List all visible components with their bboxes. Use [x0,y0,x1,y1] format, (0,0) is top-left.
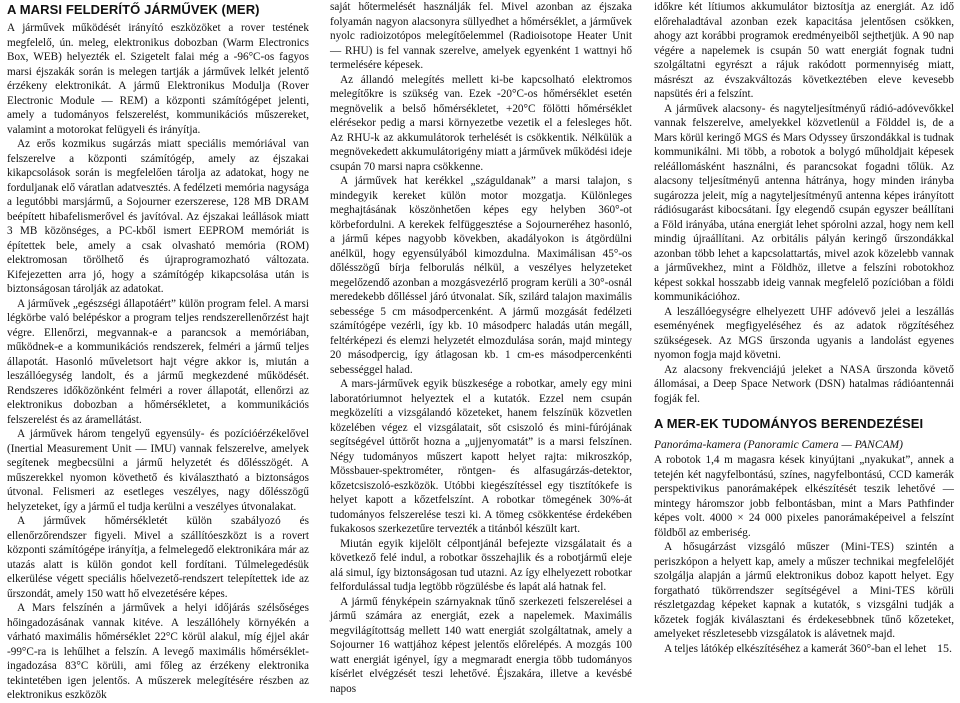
paragraph: A járművek alacsony- és nagyteljesítményű rádió-adóvevőkkel vannak felszerelve, amelyekkel közvetlenül a Földdel is, de a Mars körül keringő MGS és Mars Odyssey űrszondákkal is tudnak kommunikálni. Mi több, a robotok a bolygó műholdjait képesek reléállomásként használni, és parancsokat fogadni tőlük. Az alacsony teljesítményű antenna hátránya, hogy minden irányba sugározza jeleit, míg a nagyteljesítményű antenna képes irányított rádiósugarást kibocsátani. Így elegendő csupán egyszer beállítani a Föld irányába, utána energiát lehet spórolni azzal, hogy nem kell mindig újraállítani. Az orbitális pályán keringő űrszondákkal azonban több lehet a kapcsolattartás, mivel azok közelebb vannak a járművekhez, mint a Földhöz, illetve a felszíni robotokhoz képest sokkal hosszabb ideig vannak megfelelő pozícióban a földi kommunikációhoz. [654,102,954,303]
column-3-text [654,0,954,406]
paragraph: saját hőtermelését használják fel. Mivel azonban az éjszaka folyamán nagyon alacsonyra süllyedhet a hőmérséklet, a járművek nyolc radioizotópos melegítőelemmel (Radioisotope Heater Unit — RHU) is fel vannak szerelve, amelyek egyenként 1 wattnyi hő termelésére képesek. [330,1,632,71]
paragraph: A leszállóegységre elhelyezett UHF adóvevő jelei a leszállás eseményének megfigyeléséhez és az adatok rögzítéséhez szükségesek. Az MGS űrszonda ugyanis a landolást egyenes nyomon fogja majd követni. [654,305,954,361]
paragraph: időkre két lítiumos akkumulátor biztosítja az energiát. Az idő előrehaladtával azonban ezek kapacitása jelentősen csökken, ahogy azt korábbi programok eredményeiből sejthetjük. A 90 nap végére a napelemek is csupán 50 watt energiát fognak tudni szolgáltatni egyrészt a rájuk rakódott pormennyiség miatt, másrészt az évszakváltozás következtében eleve kevesebb napsütés éri a felszínt. [654,1,954,100]
paragraph: A járművek három tengelyű egyensúly- és pozícióérzékelővel (Inertial Measurement Unit — IMU) vannak felszerelve, amelyek segítenek megbecsülni a jármű helyzetét és dőlésszögét. A műszerekkel nyomon követhető és kiválasztható a biztonságos útvonal. Felismeri az esetleges veszélyes, nagy dőlésszögű helyzeteket, így a jármű el tudja kerülni a veszélyes útvonalakat. [7,428,309,513]
paragraph: A járművek „egészségi állapotáért” külön program felel. A marsi légkörbe való belépéskor a program teljes rendszerellenőrzést hajt végre. Ellenőrzi, megvannak-e a parancsok a memóriában, működnek-e a kommunikációs rendszerek, felméri a jármű teljes állapotát. Hasonló műveletsort hajt végre akkor is, miután a leszállóegység landolt, és a jármű megkezdené működését. Rendszeres időközönként felméri a rover állapotát, ellenőrzi az elektronikus dobozban a hőmérsékletet, a kommunikációs felszerelést és az áramellátást. [7,297,309,426]
column-3 [654,0,954,662]
paragraph: A Mars felszínén a járművek a helyi időjárás szélsőséges hőingadozásának vannak kitéve. A leszállóhely környékén a várható maximális hőmérséklet 22°C körül alakul, míg éjjel akár -99°C-ra is lehűlhet a felszín. A levegő maximális hőmérséklet-ingadozása 83°C körüli, ami főleg az érzékeny elektronika tekintetében igen jelentős. A műszerek melegítésére részben az elektronikus eszközök [7,602,309,701]
paragraph: Az állandó melegítés mellett ki-be kapcsolható elektromos melegítőkre is szükség van. Ezek -20°C-os hőmérséklet esetén megnövelik a belső hőmérsékletet, +20°C fölötti hőmérséklet elérésekor pedig a marsi környezetbe vezetik el a felesleges hőt. Az RHU-k az akkumulátorok terhelését is csökkentik. Nélkülük a megnövekedett akkumulátorigény miatt a járművek működési ideje csupán 70 marsi napra csökkenne. [330,73,632,173]
article-title: A MARSI FELDERÍTŐ JÁRMŰVEK (MER) [7,2,260,17]
section-title: A MER-EK TUDOMÁNYOS BERENDEZÉSEI [654,416,924,431]
paragraph: Miután egyik kijelölt célpontjánál befejezte vizsgálatait és a következő felé indul, a robotkar összehajlik és a robotjármű eleje alá simul, így biztonságosan tud utazni. Az így elhelyezett robotkar felfordulással tudja legtöbb rögzülésbe és lapát alá hatnak fel. [330,537,632,593]
paragraph: A teljes látókép elkészítéséhez a kamerát 360°-ban el lehet [664,642,927,655]
column-2 [330,0,632,695]
column-2-text [330,0,632,696]
page-number: 15. [937,641,952,655]
paragraph: A járművek hat kerékkel „száguldanak” a marsi talajon, s mindegyik kereket külön motor mozgatja. Különleges meghajtásának köszönhetően képes egy helyben 360°-ot körbefordulni. A kerekek felfüggesztése a Sojourneréhez hasonló, a jármű képes nagyobb kövekben, akadályokon is átgördülni anélkül, hogy egyensúlyából kimozdulna. Maximálisan 45°-os dőlésszögű bírja felborulás nélkül, a veszélyes helyzeteket megelőzendő azonban a mozgásvezérlő program kerüli a 30°-osnál meredekebb dőlléssel járó útvonalat. Sík, szilárd talajon maximális sebessége 5 cm másodpercenként. A jármű mozgását fedélzeti számítógépe vezérli, így kb. 10 másodperc haladás után megáll, feltérképezi és elemzi helyzetét elmozdulása során, majd mintegy 20 másodpercig, így átlagosan kb. 1 cm-es másodpercenkénti sebességgel halad. [330,175,632,376]
paragraph: Az erős kozmikus sugárzás miatt speciális memóriával van felszerelve a központi számítógép, amely az éjszakai kikapcsolások során is megfelelően tárolja az adatokat, hogy ne forduljanak elő váratlan adatvesztés. A fedélzeti memória nagysága a legutóbbi marsjármű, a Sojourner ezerszerese, 128 MB DRAM beépített hibafelismerővel és javítóval. Az éjszakai leállások miatt 3 MB közönséges, a PC-kből ismert EEPROM memóriát is építettek bele, amely a csak olvasható memória (ROM) elektromosan törölhető és újraprogramozható változata. Kifejezetten arra jó, hogy a számítógép kikapcsolása után is biztonságosan tárolják az adatokat. [7,138,309,295]
column-1-text [7,21,309,703]
column-1 [7,0,309,701]
paragraph: Az alacsony frekvenciájú jeleket a NASA űrszonda követő állomásai, a Deep Space Network (DSN) hatalmas rádióantennái fogják fel. [654,363,954,405]
paragraph: A járművek hőmérsékletét külön szabályozó és ellenőrzőrendszer figyeli. Mivel a szállítóeszközt is a rovert központi számítógépe irányítja, a felmelegedő elektronikára már az utazás alatt is külön gondot kell fordítani. Túlmelegedésük elkerülése végett speciális hőelvezető-rendszert telepítettek ide az űrszondát, amely 150 watt hő elvezetésére képes. [7,515,309,600]
section-2-text [654,453,954,656]
section-subtitle: Panoráma-kamera (Panoramic Camera — PANCAM) [654,439,903,451]
paragraph: A robotok 1,4 m magasra kések kinyújtani „nyakukat”, annek a tetején két nagyfelbontású, színes, nagyfelbontású, CCD kamerák perspektivikus panorámaképek elkészítését teszik lehetővé — mintegy háromszor jobb felbontásban, mint a Mars Pathfinder képes volt. 4000 × 24 000 pixeles panorámaképeivel a felszínt földből az emberiség. [654,454,954,539]
paragraph: A járművek működését irányító eszközöket a rover testének megfelelő, ún. meleg, elektronikus dobozban (Warm Electronics Box, WEB) helyezték el. Szigetelt falai még a -96°C-os fagyos marsi éjszakák során is melegen tartják a járművek lelkét jelentő érzékeny elektronikát. A jármű Elektronikus Modulja (Rover Electronic Module — REM) a központi számítógépet jelenti, amely a tudományos felszerelést, kommunikációs műszereket, valamint a motorokat felügyeli és irányítja. [7,22,309,136]
paragraph: A jármű fényképein szárnyaknak tűnő szerkezeti felszerelései a jármű számára az energiát, ezek a napelemek. Maximális megvilágítottság mellett 140 watt energiát szolgáltatnak, amely a Sojourner 16 wattjához képest jelentős előrelépés. A mozgás 100 watt energiát igényel, így a megmaradt energia több tudományos kísérlet elvégzését teszi lehetővé. Éjszakára, illetve a kevésbé napos [330,595,632,695]
paragraph: A hősugárzást vizsgáló műszer (Mini-TES) szintén a periszkópon a helyett kap, amely a műszer technikai megfelelőjét szolgálja alapján a jármű elektronikus doboz kapott helyet. Egy forgatható tükörrendszer segítségével a Mini-TES körüli részletgazdag képeket kapnak a kutatók, s vizsgálni tudják a kőzetek fogják kiválasztani és érdekesebbnek tűnő kőzeteket, amelyeket részletesebb vizsgálatok is alávetnek majd. [654,541,954,640]
paragraph: A mars-járművek egyik büszkesége a robotkar, amely egy mini laboratóriumnot helyeztek el a kutatók. Ezzel nem csupán megközelíti a vizsgálandó közeteket, hanem felszínük közvetlen közelében végez el vizsgálatait, sőt csiszoló és mini-fúrójának segítségével úttörőt hozna a „ujjenyomatát” is a marsi felszínen. Négy tudományos műszert kapott helyet rajta: mikroszkóp, Mössbauer-spektrométer, röntgen- és alfasugárzás-detektor, kőzetcsiszoló-eszközök. Utóbbi kiegészítéssel egy tisztítókefe is helyet kapott a kőzetfelszínt. A robotkar tömegének 30%-át tudományos felszerelése teszi ki. A tömeg csökkentése érdekében fukakosos szerkezetűre tervezték a titánból készült kart. [330,378,632,535]
